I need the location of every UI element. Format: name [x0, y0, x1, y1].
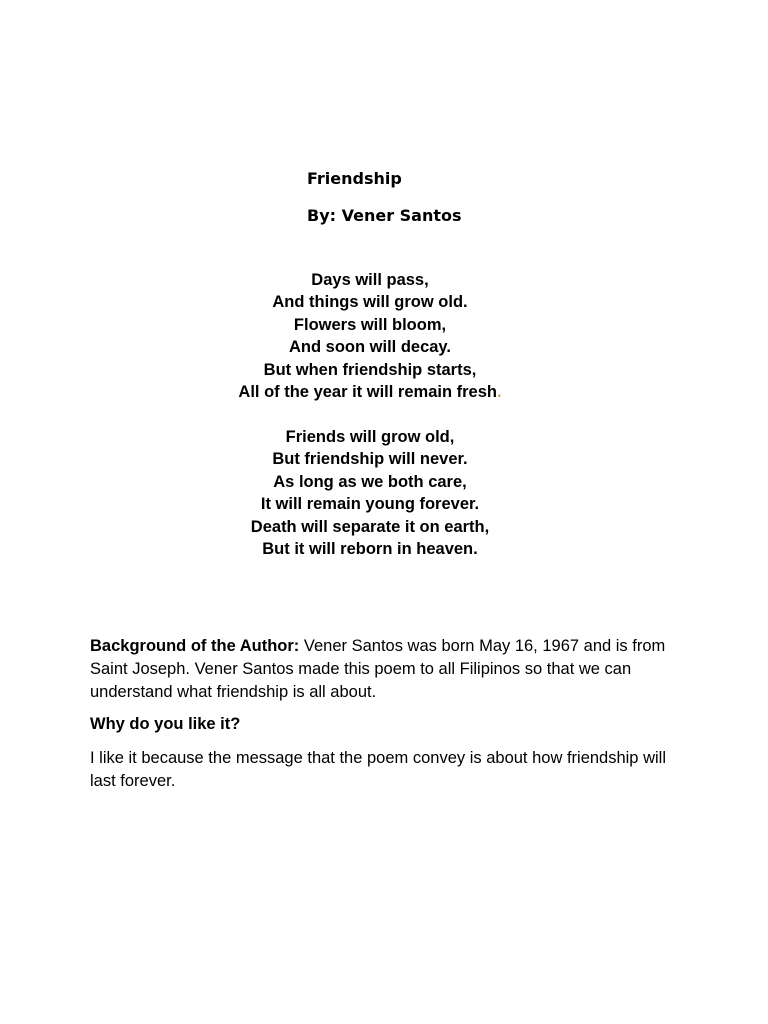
stanza-1 — [184, 269, 556, 403]
poem-line-text: All of the year it will remain fresh — [238, 382, 497, 401]
poem-line: But it will reborn in heaven. — [262, 539, 478, 558]
poem-line: But when friendship starts, — [263, 360, 477, 379]
poem-line: And soon will decay. — [289, 338, 451, 357]
poem-line: Days will pass, — [311, 271, 429, 289]
author-background-text: Vener Santos was born May 16, 1967 and is from Saint Joseph. Vener Santos made this poem to all Filipinos so that we can understand what friendship is all about. — [90, 637, 666, 701]
poem-line: As long as we both care, — [273, 472, 467, 491]
poem-line-last — [184, 381, 556, 403]
poem-line: But friendship will never. — [272, 450, 468, 469]
stanza-2 — [184, 426, 556, 560]
author-background-label: Background of the Author: — [90, 637, 300, 655]
poem-line: It will remain young forever. — [260, 495, 480, 514]
poem-line: And things will grow old. — [272, 293, 468, 312]
trailing-period: . — [496, 382, 502, 401]
poem-line: Flowers will bloom, — [293, 315, 447, 334]
poem-line: Death will separate it on earth, — [250, 517, 490, 536]
why-heading: Why do you like it? — [90, 715, 241, 733]
poem-byline: By: Vener Santos — [307, 206, 462, 225]
poem-title: Friendship — [307, 169, 402, 188]
poem-line: Friends will grow old, — [285, 428, 455, 446]
why-answer: I like it because the message that the poem convey is about how friendship will last forever. — [90, 749, 666, 790]
author-background-paragraph — [90, 635, 690, 704]
